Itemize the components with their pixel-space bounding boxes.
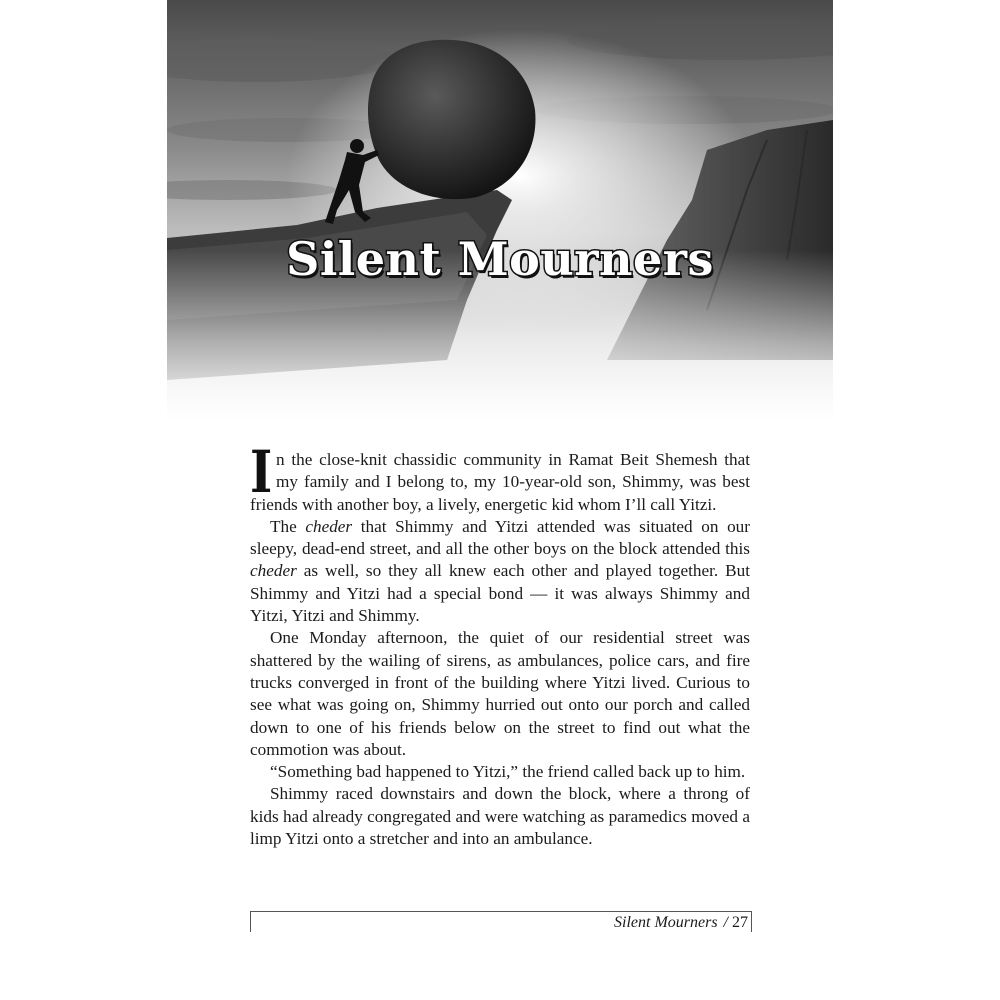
chapter-body [250, 438, 750, 850]
page-number: 27 [732, 914, 748, 931]
paragraph-5: Shimmy raced downstairs and down the block, where a throng of kids had already congregated and were watching as paramedics moved a limp Yitzi onto a stretcher and into an ambulance. [250, 784, 750, 849]
paragraph-2: The cheder that Shimmy and Yitzi attended was situated on our sleepy, dead-end street, and all the other boys on the block attended this cheder as well, so they all knew each other and played together. But Shimmy and Yitzi had a special bond — it was always Shimmy and Yitzi, Yitzi and Shimmy. [250, 516, 750, 626]
paragraph-3: One Monday afternoon, the quiet of our residential street was shattered by the wailing of sirens, as ambulances, police cars, and fire trucks converged in front of the building where Yitzi lived. Curious to see what was going on, Shimmy hurried out onto our porch and called down to one of his friends below on the street to find out what the commotion was about. [250, 628, 750, 759]
running-footer [614, 914, 748, 932]
footer-separator: / [723, 914, 728, 931]
book-page [167, 0, 833, 1000]
drop-cap: I [250, 438, 273, 506]
page-footer [250, 911, 752, 932]
chapter-title: Silent Mourners [286, 232, 714, 286]
paragraph-4: “Something bad happened to Yitzi,” the friend called back up to him. [270, 762, 746, 782]
running-title: Silent Mourners [614, 914, 718, 931]
sisyphus-boulder-illustration [167, 0, 833, 420]
chapter-header-image [167, 0, 833, 420]
paragraph-1: I n the close-knit chassidic community in Ramat Beit Shemesh that my family and I belong to, my 10-year-old son, Shimmy, was best friends with another boy, a lively, energetic kid whom I’ll call Yitzi. [250, 438, 750, 514]
